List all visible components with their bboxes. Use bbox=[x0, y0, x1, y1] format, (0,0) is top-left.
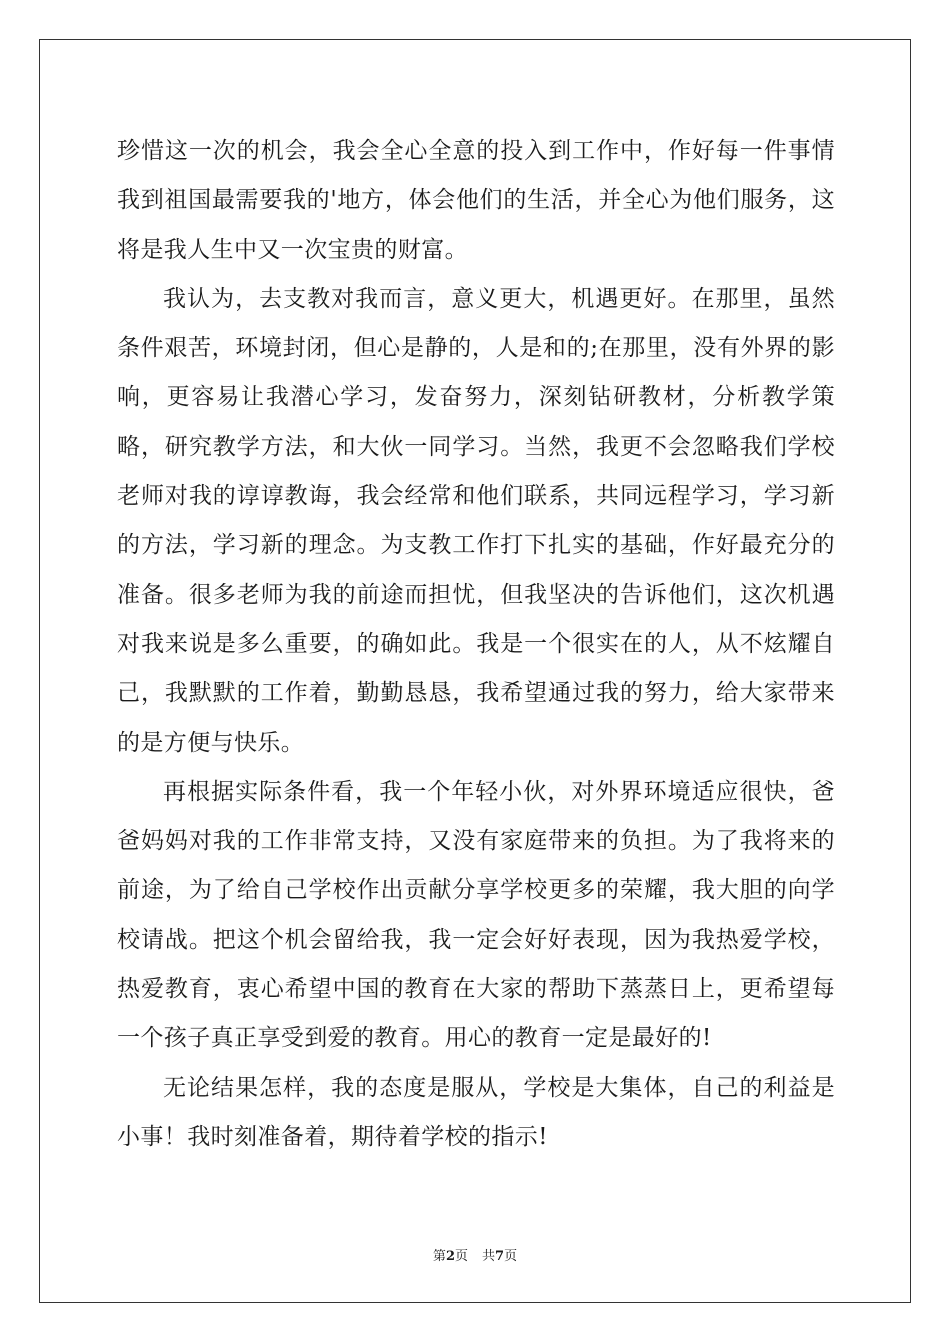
paragraph-2: 我认为，去支教对我而言，意义更大，机遇更好。在那里，虽然条件艰苦，环境封闭，但心是静的，人是和的;在那里，没有外界的影响，更容易让我潜心学习，发奋努力，深刻钻研教材，分析教学策略，研究教学方法，和大伙一同学习。当然，我更不会忽略我们学校老师对我的谆谆教诲，我会经常和他们联系，共同远程学习，学习新的方法，学习新的理念。为支教工作打下扎实的基础，作好最充分的准备。很多老师为我的前途而担忧，但我坚决的告诉他们，这次机遇对我来说是多么重要，的确如此。我是一个很实在的人，从不炫耀自己，我默默的工作着，勤勤恳恳，我希望通过我的努力，给大家带来的是方便与快乐。 bbox=[117, 285, 835, 756]
document-body bbox=[117, 127, 835, 1162]
paragraph-1: 珍惜这一次的机会，我会全心全意的投入到工作中，作好每一件事情我到祖国最需要我的'地方，体会他们的生活，并全心为他们服务，这将是我人生中又一次宝贵的财富。 bbox=[117, 138, 835, 263]
footer-page-suffix: 页 bbox=[454, 1249, 468, 1264]
paragraph-4: 无论结果怎样，我的态度是服从，学校是大集体，自己的利益是小事！我时刻准备着，期待着学校的指示! bbox=[117, 1074, 835, 1150]
page-footer bbox=[0, 1245, 950, 1264]
footer-total-suffix: 页 bbox=[504, 1249, 518, 1264]
footer-page-prefix: 第 bbox=[432, 1249, 446, 1264]
footer-total-number: 7 bbox=[495, 1249, 505, 1264]
footer-total-prefix: 共 bbox=[482, 1249, 496, 1264]
footer-page-number: 2 bbox=[445, 1249, 455, 1264]
paragraph-3: 再根据实际条件看，我一个年轻小伙，对外界环境适应很快，爸爸妈妈对我的工作非常支持，又没有家庭带来的负担。为了我将来的前途，为了给自己学校作出贡献分享学校更多的荣耀，我大胆的向学校请战。把这个机会留给我，我一定会好好表现，因为我热爱学校，热爱教育，衷心希望中国的教育在大家的帮助下蒸蒸日上，更希望每一个孩子真正享受到爱的教育。用心的教育一定是最好的! bbox=[117, 778, 835, 1052]
